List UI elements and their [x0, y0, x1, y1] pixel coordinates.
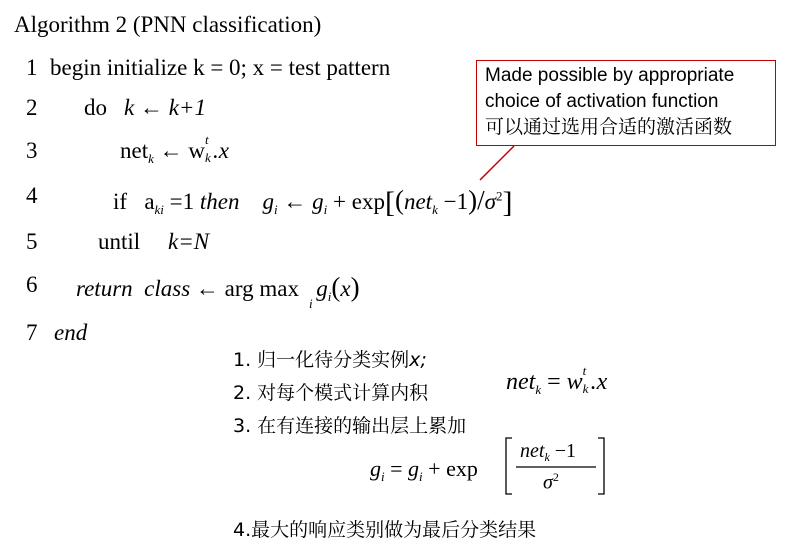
- line-4-formula: [113, 183, 512, 217]
- w-label: w: [188, 138, 206, 163]
- line-number-7: 7: [26, 320, 38, 345]
- g-label: g: [262, 189, 275, 214]
- end-keyword: end: [54, 320, 88, 345]
- callout-line-2: choice of activation function: [485, 91, 719, 112]
- callout-line-1: Made possible by appropriate: [485, 65, 735, 86]
- g-label-6: g: [316, 276, 328, 301]
- argmax-subscript: i: [309, 296, 313, 311]
- note-3-sigma: σ: [543, 471, 553, 494]
- algorithm-title: Algorithm 2 (PNN classification): [14, 12, 322, 37]
- note-3-num-net: net: [520, 440, 545, 462]
- right-bracket: ]: [502, 186, 513, 219]
- note-2-net-sub: k: [535, 382, 542, 397]
- left-bracket: [: [384, 186, 395, 219]
- line-number-4: 4: [26, 183, 38, 208]
- g-subscript: i: [274, 202, 278, 217]
- line-number-3: 3: [26, 138, 38, 163]
- line-number-1: 1: [26, 55, 38, 80]
- slash: /: [477, 185, 485, 215]
- line-number-5: 5: [26, 229, 38, 254]
- note-3-denominator: [543, 470, 559, 495]
- line-number-6: 6: [26, 272, 38, 297]
- note-3-plus: + exp: [428, 456, 478, 481]
- right-paren-6: ): [350, 272, 360, 302]
- note-2-formula: [506, 363, 608, 397]
- line-number-2: 2: [26, 95, 38, 120]
- note-3-num-rest: −1: [554, 440, 577, 462]
- return-keyword: return: [76, 276, 133, 301]
- w-superscript: t: [205, 132, 209, 147]
- until-keyword: until: [98, 229, 141, 254]
- left-paren: (: [394, 185, 404, 215]
- note-2-eq: =: [547, 369, 561, 395]
- line-2-do: do: [84, 95, 107, 120]
- note-3-lhs: [370, 456, 478, 482]
- note-2-w: w: [566, 369, 583, 395]
- note-3-eq: =: [390, 456, 403, 481]
- note-3-g: g: [370, 456, 381, 481]
- callout-pointer: [470, 140, 530, 185]
- x-arg: x: [340, 276, 351, 301]
- until-cond: k=N: [168, 229, 210, 254]
- note-3-g2: g: [408, 456, 420, 481]
- minus-one: −1: [443, 189, 469, 214]
- note-3-g-sub: i: [381, 469, 385, 484]
- line-2-expr: k ← k+1: [124, 95, 206, 120]
- note-1-var: x;: [409, 349, 427, 371]
- left-paren-6: (: [331, 272, 341, 302]
- note-3-sigma-sup: 2: [552, 470, 559, 484]
- line-6-formula: [76, 272, 360, 303]
- sigma: σ: [484, 189, 496, 214]
- a-subscript: ki: [154, 202, 164, 217]
- note-1-text: 1. 归一化待分类实例: [233, 349, 410, 371]
- right-paren: ): [468, 185, 478, 215]
- g-subscript-6: i: [327, 289, 332, 304]
- note-3: 3. 在有连接的输出层上累加: [233, 415, 467, 437]
- note-1: [233, 345, 427, 372]
- eq-one: =1: [169, 189, 195, 214]
- line-1-text: begin initialize k = 0; x = test pattern: [50, 55, 391, 80]
- net-label-4: net: [403, 189, 433, 214]
- class-label: class: [144, 276, 191, 301]
- note-2: 2. 对每个模式计算内积: [233, 382, 429, 404]
- callout-line-3: 可以通过选用合适的激活函数: [485, 117, 733, 138]
- plus-exp: + exp: [333, 189, 385, 214]
- note-4: 4.最大的响应类别做为最后分类结果: [233, 519, 537, 541]
- note-2-w-sub: k: [582, 381, 589, 396]
- note-2-w-sup: t: [582, 363, 587, 378]
- note-3-num-k: k: [544, 450, 550, 464]
- line-3-formula: [120, 132, 229, 166]
- net-subscript-4: k: [432, 202, 438, 217]
- assign-arrow-4: ←: [283, 189, 307, 214]
- note-3-numerator: [520, 440, 576, 463]
- if-keyword: if: [113, 189, 128, 214]
- argmax: arg max: [224, 276, 299, 301]
- g-label-2: g: [312, 189, 324, 214]
- a-label: a: [144, 189, 155, 214]
- g-subscript-2: i: [323, 202, 328, 217]
- then-keyword: then: [199, 189, 240, 214]
- net-label: net: [120, 138, 149, 163]
- sigma-superscript: 2: [495, 188, 503, 204]
- assign-arrow: ←: [159, 138, 183, 163]
- note-2-x: .x: [590, 369, 608, 395]
- note-3-g2-sub: i: [419, 469, 423, 484]
- net-subscript: k: [148, 151, 154, 166]
- note-2-net: net: [506, 369, 536, 395]
- callout-box: [476, 60, 776, 146]
- assign-arrow-6: ←: [195, 276, 219, 301]
- x-label: .x: [213, 138, 229, 163]
- w-subscript: k: [205, 150, 211, 165]
